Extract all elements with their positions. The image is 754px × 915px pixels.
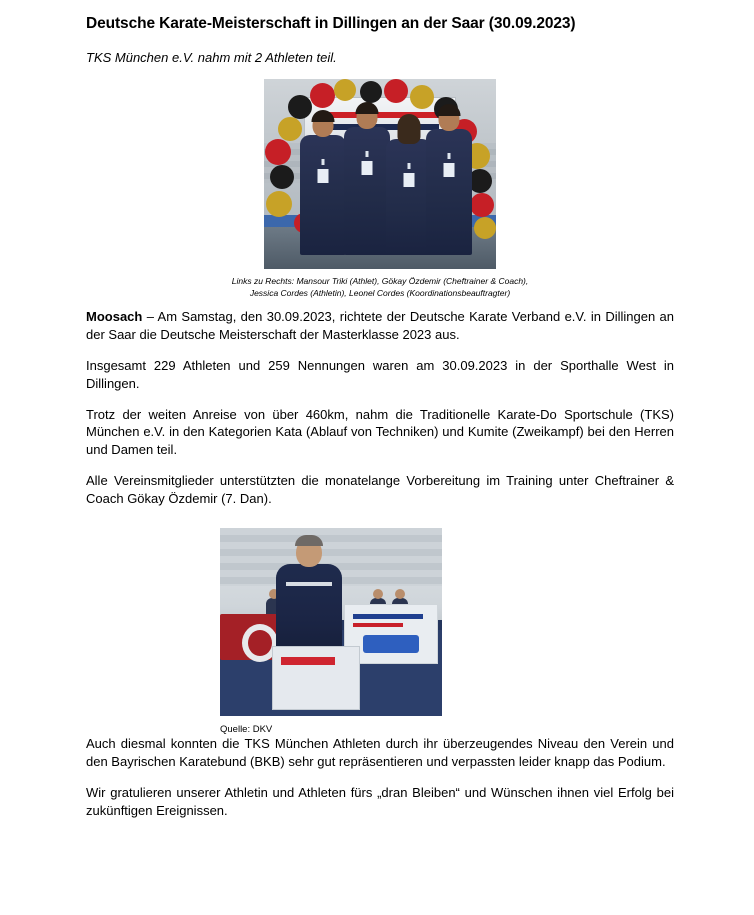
jacket-stripe: [286, 582, 332, 586]
banner-line: [353, 623, 403, 627]
balloon: [310, 83, 335, 108]
paragraph-1: [86, 308, 674, 344]
figure-caption-line-1: Links zu Rechts: Mansour Triki (Athlet), Gökay Özdemir (Cheftrainer & Coach),: [231, 276, 529, 287]
speaker-figure: [276, 564, 342, 656]
balloon: [266, 191, 292, 217]
paragraph-6: Wir gratulieren unserer Athletin und Athleten fürs „dran Bleiben“ und Wünschen ihnen viel Erfolg bei zukünftigen Ereignissen.: [86, 785, 674, 819]
paragraph-1-text: – Am Samstag, den 30.09.2023, richtete der Deutsche Karate Verband e.V. in Dillingen an der Saar die Deutsche Meisterschaft der Masterklasse 2023 aus.: [86, 308, 674, 342]
balloon: [360, 81, 382, 103]
figure-caption-line-2: Jessica Cordes (Athletin), Leonel Cordes (Koordinationsbeauftragter): [249, 288, 511, 299]
banner-logo: [363, 635, 419, 653]
paragraph-4: Alle Vereinsmitglieder unterstützten die monatelange Vorbereitung im Training unter Cheftrainer & Coach Gökay Özdemir (7. Dan).: [86, 473, 674, 507]
speaker-photo-image: [220, 528, 442, 716]
paragraph-2: Insgesamt 229 Athleten und 259 Nennungen waren am 30.09.2023 in der Sporthalle West in Dillingen.: [86, 357, 674, 391]
page-title: Deutsche Karate-Meisterschaft in Dillingen an der Saar (30.09.2023): [86, 15, 576, 32]
figure-source: Quelle: DKV: [220, 724, 273, 736]
paragraph-5: Auch diesmal konnten die TKS München Athleten durch ihr überzeugendes Niveau den Verein und den Bayrischen Karatebund (BKB) sehr gut repräsentieren und verpassten leider knapp das Podium.: [86, 736, 674, 770]
lectern: [272, 646, 360, 710]
balloon: [470, 193, 494, 217]
balloon: [265, 139, 291, 165]
balloon: [334, 79, 356, 101]
figure-team-photo: [86, 79, 674, 300]
subtitle: TKS München e.V. nahm mit 2 Athleten teil.: [86, 50, 337, 66]
balloon: [288, 95, 312, 119]
hair: [295, 535, 323, 546]
paragraph-1-lead: Moosach: [86, 308, 143, 324]
hair: [398, 114, 421, 144]
figure-caption: [200, 275, 560, 300]
balloon: [384, 79, 408, 103]
figure-speaker-photo: [220, 528, 674, 735]
balloon: [410, 85, 434, 109]
balloon: [474, 217, 496, 239]
athlete-figure: [300, 135, 346, 255]
team-photo-image: [264, 79, 496, 269]
banner-line: [353, 614, 423, 619]
balloon: [270, 165, 294, 189]
athlete-figure: [426, 129, 472, 255]
athlete-figure: [344, 127, 390, 255]
paragraph-3: Trotz der weiten Anreise von über 460km, nahm die Traditionelle Karate-Do Sportschule (TKS) München e.V. in den Kategorien Kata (Ablauf von Techniken) und Kumite (Zweikampf) bei den Herren und Damen teil.: [86, 406, 674, 458]
balloon: [278, 117, 302, 141]
